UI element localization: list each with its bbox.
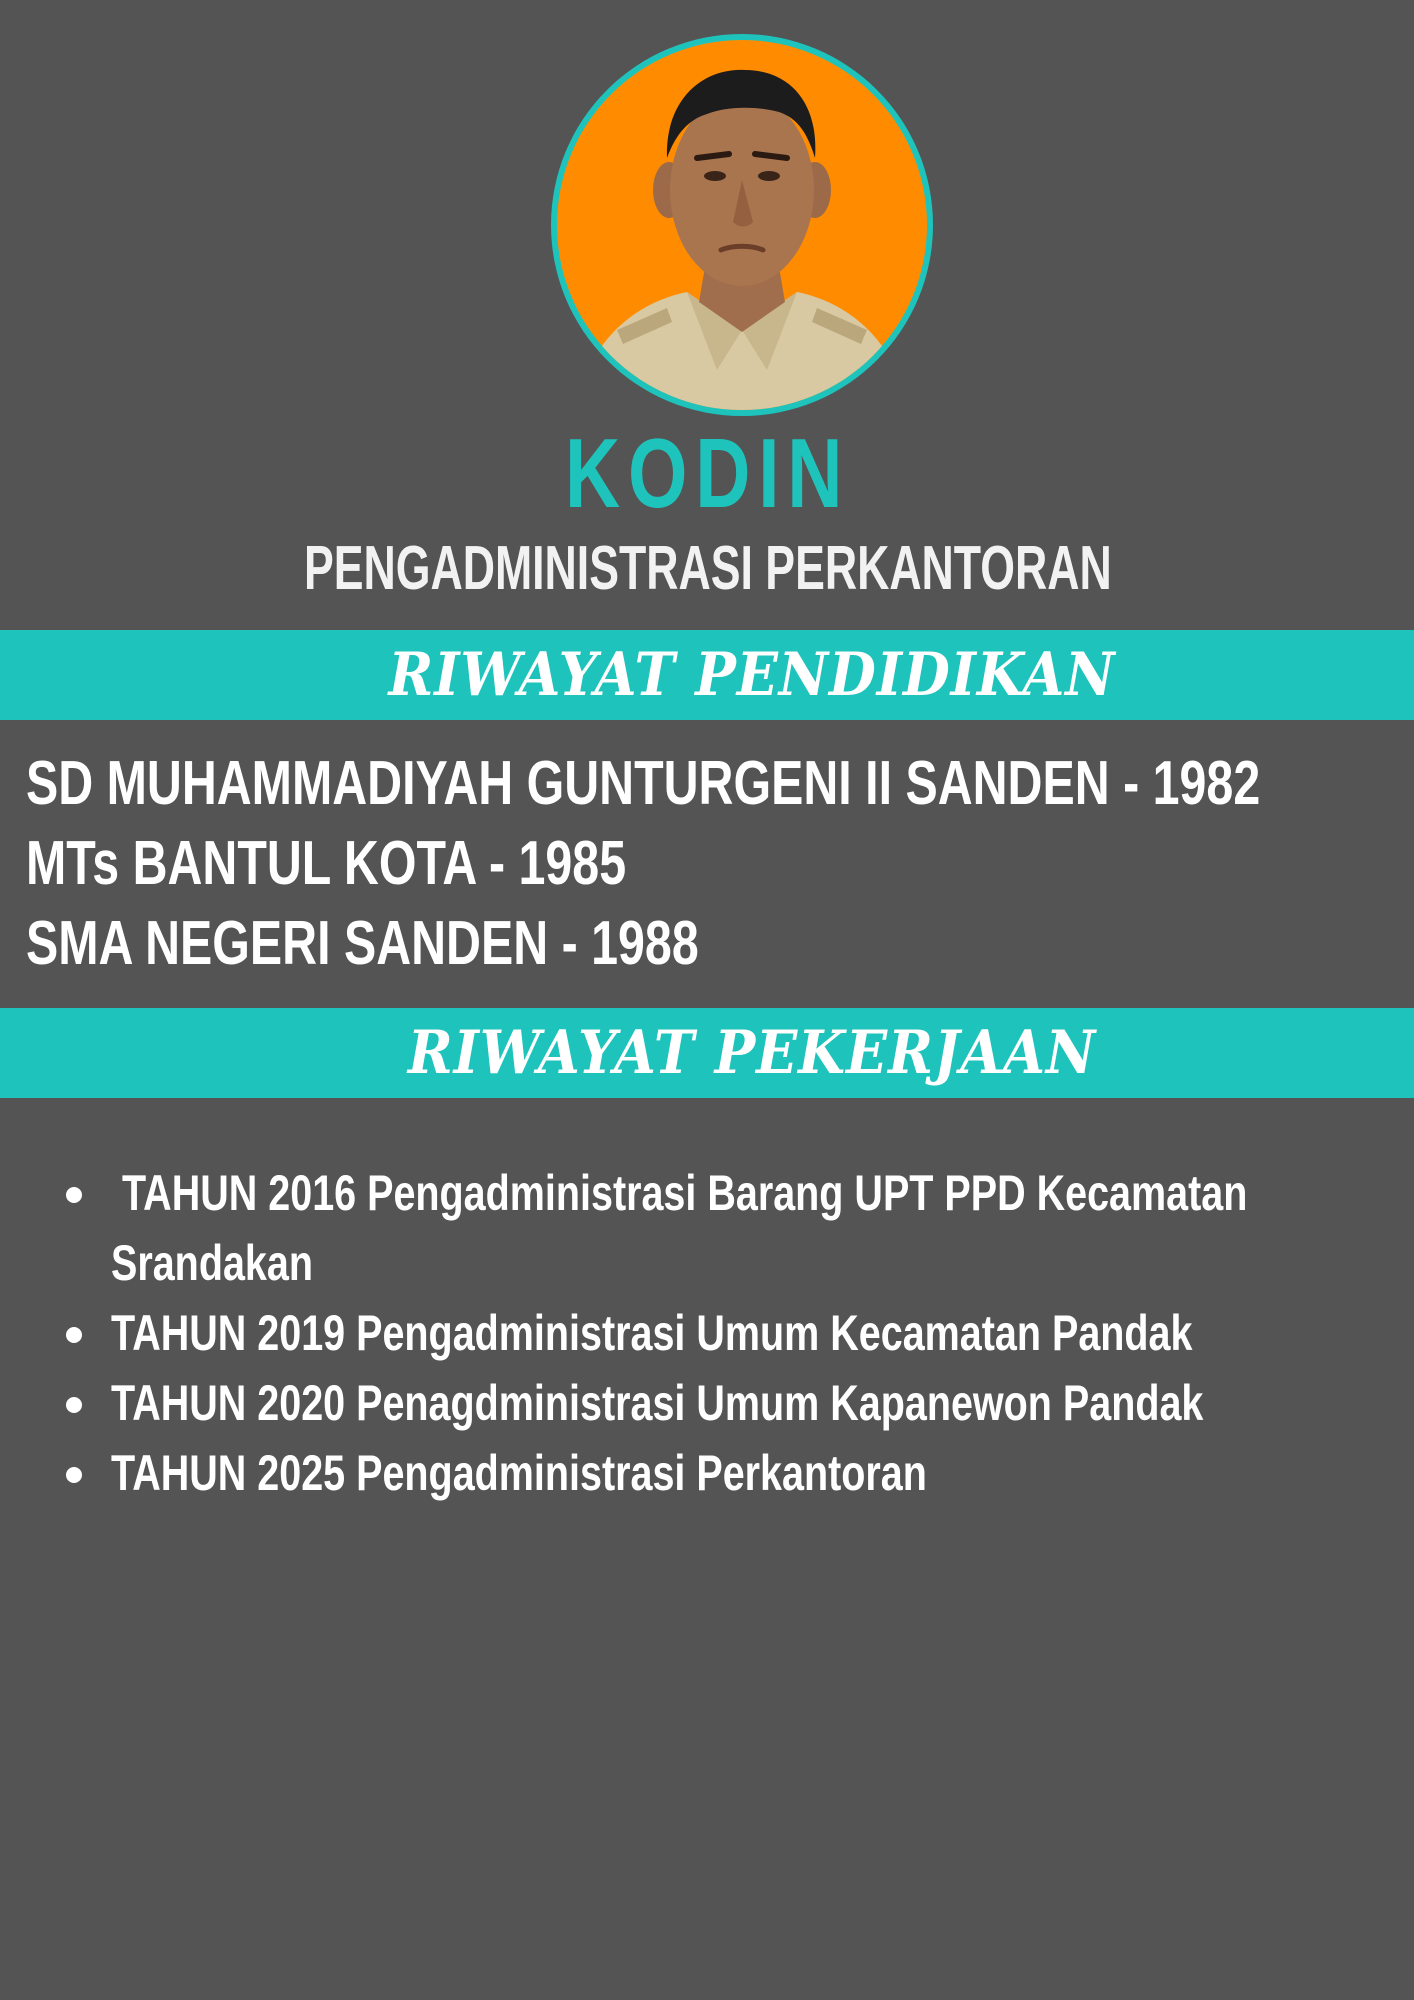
bullet-icon — [66, 1187, 82, 1203]
work-item — [60, 1438, 1360, 1508]
education-item: SMA NEGERI SANDEN - 1988 — [26, 909, 699, 978]
work-item — [60, 1298, 1360, 1368]
work-banner — [0, 1008, 1414, 1098]
work-list — [60, 1158, 1360, 1508]
work-item-text: TAHUN 2020 Penagdministrasi Umum Kapanewon Pandak — [111, 1375, 1204, 1431]
person-name: KODIN — [565, 418, 851, 528]
education-heading: RIWAYAT PENDIDIKAN — [388, 640, 1116, 710]
bullet-icon — [66, 1397, 82, 1413]
education-item: SD MUHAMMADIYAH GUNTURGENI II SANDEN - 1982 — [26, 749, 1261, 818]
profile-photo — [557, 40, 927, 410]
education-item: MTs BANTUL KOTA - 1985 — [26, 829, 627, 898]
work-item-text: TAHUN 2016 Pengadministrasi Barang UPT PPD Kecamatan Srandakan — [111, 1165, 1259, 1291]
person-role: PENGADMINISTRASI PERKANTORAN — [303, 534, 1112, 603]
work-item — [60, 1158, 1360, 1298]
education-banner — [0, 630, 1414, 720]
profile-photo-frame — [551, 34, 933, 416]
education-list — [26, 744, 1414, 984]
bullet-icon — [66, 1467, 82, 1483]
work-heading: RIWAYAT PEKERJAAN — [407, 1018, 1097, 1088]
person-portrait-image — [557, 40, 927, 410]
bullet-icon — [66, 1327, 82, 1343]
work-item-text: TAHUN 2019 Pengadministrasi Umum Kecamatan Pandak — [111, 1305, 1193, 1361]
work-item-text: TAHUN 2025 Pengadministrasi Perkantoran — [111, 1445, 927, 1501]
work-item — [60, 1368, 1360, 1438]
